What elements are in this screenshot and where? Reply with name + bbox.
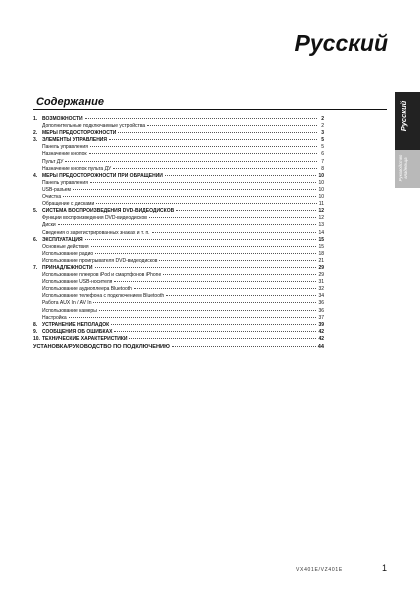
toc-leader-dots xyxy=(134,288,317,289)
toc-entry xyxy=(33,144,324,151)
toc-entry xyxy=(33,230,324,237)
page-number: 1 xyxy=(382,563,388,573)
toc-entry xyxy=(33,322,324,329)
contents-heading: Содержание xyxy=(36,96,104,108)
toc-entry-title: УСТАНОВКА/РУКОВОДСТВО ПО ПОДКЛЮЧЕНИЮ xyxy=(33,344,170,350)
toc-leader-dots xyxy=(99,310,317,311)
toc-leader-dots xyxy=(58,224,317,225)
toc-leader-dots xyxy=(152,232,317,233)
toc-entry-title: ЭЛЕМЕНТЫ УПРАВЛЕНИЯ xyxy=(42,137,107,144)
toc-entry xyxy=(33,258,324,265)
toc-entry-page: 29 xyxy=(318,264,324,271)
toc-entry-number: 1. xyxy=(33,116,38,122)
toc-entry-title: Использование плееров iPod и смартфонов iPhone xyxy=(42,272,162,279)
toc-leader-dots xyxy=(69,317,317,318)
toc-entry-page: 34 xyxy=(318,293,324,300)
contents-heading-bar xyxy=(33,96,387,110)
toc-entry xyxy=(33,173,324,180)
toc-entry xyxy=(33,308,324,315)
toc-entry-page: 42 xyxy=(318,335,324,342)
toc-entry-page: 18 xyxy=(318,250,324,257)
toc-entry-number: 9. xyxy=(33,328,38,335)
tab-russian xyxy=(395,92,420,150)
toc-entry-title: Настройка xyxy=(42,314,67,321)
toc-entry xyxy=(33,279,324,286)
toc-entry-title: СООБЩЕНИЯ ОБ ОШИБКАХ xyxy=(42,328,113,335)
toc-entry xyxy=(33,208,324,215)
toc-entry-title: МЕРЫ ПРЕДОСТОРОЖНОСТИ ПРИ ОБРАЩЕНИИ xyxy=(42,172,163,179)
toc-leader-dots xyxy=(114,331,316,332)
toc-entry xyxy=(33,265,324,272)
toc-entry-title: УСТРАНЕНИЕ НЕПОЛАДОК xyxy=(42,321,110,328)
toc-entry-page: 7 xyxy=(321,158,324,165)
toc-entry-page: 36 xyxy=(318,307,324,314)
toc-leader-dots xyxy=(109,139,317,140)
toc-leader-dots xyxy=(114,281,316,282)
toc-entry-page: 32 xyxy=(318,286,324,293)
toc-entry xyxy=(33,215,324,222)
toc-entry-number: 8. xyxy=(33,321,38,328)
toc-entry-title: Использование телефона с подключением Bluetooth xyxy=(42,293,165,300)
toc-entry-number: 5. xyxy=(33,208,38,215)
toc-leader-dots xyxy=(95,253,316,254)
toc-leader-dots xyxy=(172,346,316,347)
toc-leader-dots xyxy=(111,324,316,325)
toc-entry xyxy=(33,237,324,244)
toc-entry-title: Панель управления xyxy=(42,144,88,151)
toc-entry-title: Диски xyxy=(42,222,56,229)
toc-entry-title: Основные действия xyxy=(42,243,89,250)
toc-entry xyxy=(33,159,324,166)
toc-entry-page: 12 xyxy=(318,208,324,215)
toc-entry-title: Назначение кнопок пульта ДУ xyxy=(42,165,112,172)
toc-entry xyxy=(33,343,324,352)
toc-entry-number: 4. xyxy=(33,172,38,179)
toc-leader-dots xyxy=(89,153,317,154)
toc-entry xyxy=(33,222,324,229)
toc-leader-dots xyxy=(118,132,317,133)
toc-entry xyxy=(33,293,324,300)
toc-entry-page: 10 xyxy=(318,172,324,179)
toc-entry-page: 8 xyxy=(321,165,324,172)
toc-entry xyxy=(33,187,324,194)
toc-entry-page: 15 xyxy=(318,243,324,250)
toc-entry-title: Пульт ДУ xyxy=(42,158,64,165)
toc-leader-dots xyxy=(65,161,317,162)
toc-entry-title: ВОЗМОЖНОСТИ xyxy=(42,116,83,122)
toc-leader-dots xyxy=(73,189,316,190)
toc-entry-page: 37 xyxy=(318,314,324,321)
toc-leader-dots xyxy=(90,182,317,183)
page-language-title: Русский xyxy=(294,30,388,56)
toc-entry-title: USB-разъем xyxy=(42,186,71,193)
toc-entry xyxy=(33,336,324,343)
toc-entry-title: Дополнительные подключаемые устройства xyxy=(42,123,146,130)
toc-entry xyxy=(33,123,324,130)
toc-leader-dots xyxy=(63,196,316,197)
toc-entry-title: Использование аудиоплеера Bluetooth xyxy=(42,286,132,293)
toc-entry xyxy=(33,137,324,144)
toc-leader-dots xyxy=(90,146,317,147)
tab-owners-manual-label: Руководство владельца xyxy=(398,154,408,182)
toc-entry-page: 10 xyxy=(318,179,324,186)
tab-russian-label: Русский xyxy=(399,100,408,132)
toc-entry-title: Использование радио xyxy=(42,250,94,257)
toc-entry xyxy=(33,201,324,208)
toc-entry-title: Работа AUX In / AV In xyxy=(42,300,92,307)
toc-entry-page: 15 xyxy=(318,236,324,243)
toc-leader-dots xyxy=(85,118,317,119)
toc-entry xyxy=(33,329,324,336)
toc-entry-title: ТЕХНИЧЕСКИЕ ХАРАКТЕРИСТИКИ xyxy=(42,335,128,342)
toc-entry-page: 44 xyxy=(317,344,324,350)
toc-entry-page: 29 xyxy=(318,272,324,279)
toc-entry-page: 10 xyxy=(318,186,324,193)
toc-entry-title: Использование проигрывателя DVD-видеодисков xyxy=(42,257,158,264)
toc-leader-dots xyxy=(166,295,316,296)
toc-entry-page: 11 xyxy=(318,201,324,208)
toc-entry-number: 6. xyxy=(33,236,38,243)
toc-entry-page: 6 xyxy=(321,151,324,158)
toc-entry-number: 7. xyxy=(33,264,38,271)
toc-entry-page: 12 xyxy=(318,215,324,222)
toc-entry-number: 2. xyxy=(33,130,38,137)
tab-owners-manual xyxy=(395,150,420,188)
toc-entry-page: 3 xyxy=(321,130,324,137)
toc-entry-title: Панель управления xyxy=(42,179,88,186)
toc-leader-dots xyxy=(113,168,317,169)
toc-leader-dots xyxy=(147,125,317,126)
toc-entry-page: 2 xyxy=(321,123,324,130)
toc-entry-page: 31 xyxy=(318,279,324,286)
toc-entry-page: 14 xyxy=(318,229,324,236)
toc-entry-title: ЭКСПЛУАТАЦИЯ xyxy=(42,236,83,243)
toc-entry xyxy=(33,151,324,158)
toc-entry xyxy=(33,244,324,251)
toc-leader-dots xyxy=(159,260,316,261)
toc-entry-title: МЕРЫ ПРЕДОСТОРОЖНОСТИ xyxy=(42,130,117,137)
toc-entry xyxy=(33,194,324,201)
toc-leader-dots xyxy=(129,338,316,339)
toc-entry-title: СИСТЕМА ВОСПРОИЗВЕДЕНИЯ DVD-ВИДЕОДИСКОВ xyxy=(42,208,175,215)
toc-entry xyxy=(33,251,324,258)
toc-entry xyxy=(33,130,324,137)
toc-entry xyxy=(33,166,324,173)
toc-entry-title: Очистка xyxy=(42,194,62,201)
toc-leader-dots xyxy=(165,175,317,176)
toc-entry-page: 42 xyxy=(318,328,324,335)
toc-entry-page: 10 xyxy=(318,194,324,201)
toc-entry-page: 39 xyxy=(318,321,324,328)
toc-leader-dots xyxy=(96,203,317,204)
toc-entry xyxy=(33,300,324,307)
toc-leader-dots xyxy=(163,274,316,275)
toc-entry-title: Функции воспроизведения DVD-видеодисков xyxy=(42,215,147,222)
toc-entry-page: 13 xyxy=(318,222,324,229)
toc-entry-title: Использование USB-носителя xyxy=(42,279,113,286)
toc-entry-page: 36 xyxy=(318,300,324,307)
toc-entry-title: Сведения о зарегистрированных знаках и т. п. xyxy=(42,229,150,236)
toc-entry-page: 2 xyxy=(321,116,324,122)
toc-entry-page: 21 xyxy=(318,257,324,264)
toc-entry xyxy=(33,180,324,187)
toc-entry xyxy=(33,272,324,279)
toc-entry-number: 3. xyxy=(33,137,38,144)
toc-leader-dots xyxy=(93,302,316,303)
toc-entry-title: Обращение с дисками xyxy=(42,201,95,208)
toc-entry-number: 10. xyxy=(33,335,40,342)
toc-entry xyxy=(33,315,324,322)
toc-leader-dots xyxy=(91,246,317,247)
toc-entry xyxy=(33,286,324,293)
toc-leader-dots xyxy=(149,217,317,218)
toc-entry-page: 5 xyxy=(321,144,324,151)
toc-entry-title: Назначение кнопок xyxy=(42,151,87,158)
toc-leader-dots xyxy=(95,267,317,268)
toc-leader-dots xyxy=(85,239,317,240)
toc-entry-page: 5 xyxy=(321,137,324,144)
toc-entry-title: Использование камеры xyxy=(42,307,97,314)
toc-leader-dots xyxy=(176,210,316,211)
toc-entry-title: ПРИНАДЛЕЖНОСТИ xyxy=(42,264,93,271)
model-number: VX401E/VZ401E xyxy=(296,567,343,573)
table-of-contents xyxy=(33,116,324,352)
